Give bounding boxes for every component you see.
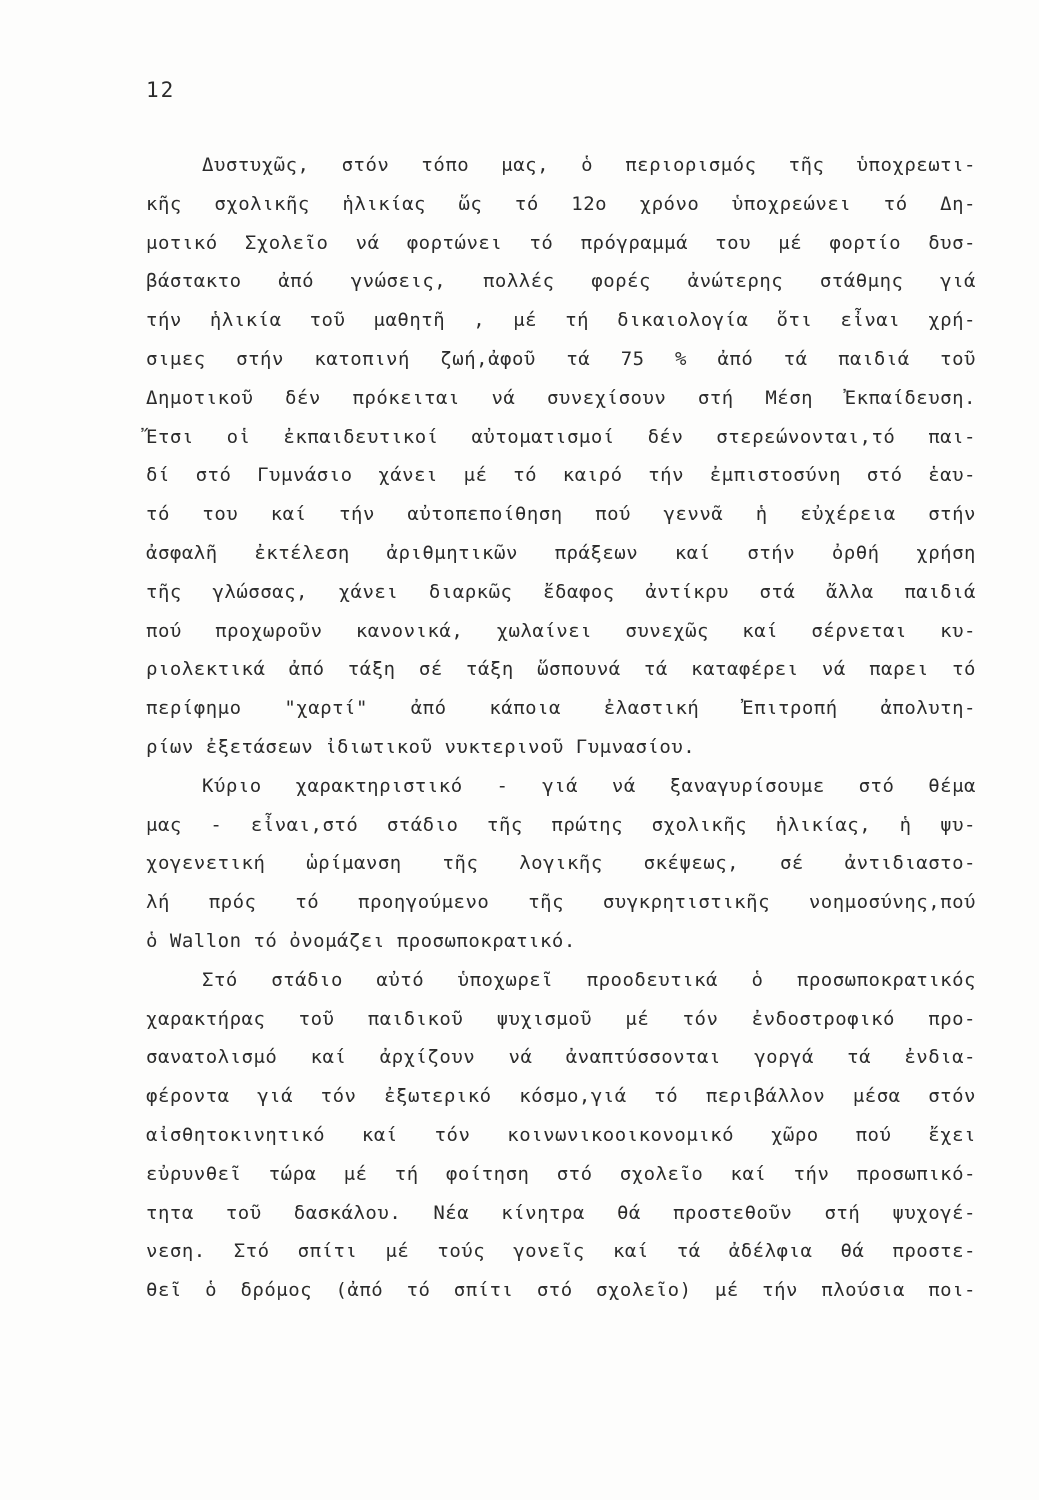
- text-line: τό του καί τήν αὐτοπεποίθηση πού γεννᾶ ἡ εὐχέρεια στήν: [146, 503, 976, 526]
- text-line: πού προχωροῦν κανονικά, χωλαίνει συνεχῶς καί σέρνεται κυ-: [146, 619, 976, 642]
- text-line: ριολεκτικά ἀπό τάξη σέ τάξη ὥσπουνά τά καταφέρει νά παρει τό: [146, 658, 976, 681]
- paragraph-2: [146, 767, 976, 961]
- text-line: φέροντα γιά τόν ἐξωτερικό κόσμο,γιά τό περιβάλλον μέσα στόν: [146, 1085, 976, 1108]
- text-line: χογενετική ὡρίμανση τῆς λογικῆς σκέψεως, σέ ἀντιδιαστο-: [146, 852, 976, 875]
- text-line: τητα τοῦ δασκάλου. Νέα κίνητρα θά προστεθοῦν στή ψυχογέ-: [146, 1201, 976, 1224]
- text-line: ἀσφαλῆ ἐκτέλεση ἀριθμητικῶν πράξεων καί στήν ὀρθή χρήση: [146, 541, 976, 564]
- text-line: ρίων ἐξετάσεων ἰδιωτικοῦ νυκτερινοῦ Γυμνασίου.: [146, 735, 696, 758]
- text-line: τήν ἡλικία τοῦ μαθητῆ , μέ τή δικαιολογία ὅτι εἶναι χρή-: [146, 309, 976, 332]
- text-line: νεση. Στό σπίτι μέ τούς γονεῖς καί τά ἀδέλφια θά προστε-: [146, 1240, 976, 1263]
- body-text: [146, 146, 976, 1310]
- text-line: δί στό Γυμνάσιο χάνει μέ τό καιρό τήν ἐμπιστοσύνη στό ἑαυ-: [146, 464, 976, 487]
- text-line: κῆς σχολικῆς ἡλικίας ὥς τό 12ο χρόνο ὑποχρεώνει τό Δη-: [146, 192, 976, 215]
- text-line: θεῖ ὁ δρόμος (ἀπό τό σπίτι στό σχολεῖο) μέ τήν πλούσια ποι-: [146, 1279, 976, 1302]
- text-line: σιμες στήν κατοπινή ζωή,ἀφοῦ τά 75 % ἀπό τά παιδιά τοῦ: [146, 347, 976, 370]
- text-line: χαρακτήρας τοῦ παιδικοῦ ψυχισμοῦ μέ τόν ἐνδοστροφικό προ-: [146, 1007, 976, 1030]
- paragraph-1: [146, 146, 976, 767]
- text-line: τῆς γλώσσας, χάνει διαρκῶς ἔδαφος ἀντίκρυ στά ἄλλα παιδιά: [146, 580, 976, 603]
- text-line: Δημοτικοῦ δέν πρόκειται νά συνεχίσουν στή Μέση Ἐκπαίδευση.: [146, 386, 976, 409]
- paragraph-3: [146, 961, 976, 1310]
- text-line: Δυστυχῶς, στόν τόπο μας, ὁ περιορισμός τῆς ὑποχρεωτι-: [202, 154, 976, 176]
- text-line: βάστακτο ἀπό γνώσεις, πολλές φορές ἀνώτερης στάθμης γιά: [146, 270, 976, 293]
- text-line: Ἔτσι οἱ ἐκπαιδευτικοί αὐτοματισμοί δέν στερεώνονται,τό παι-: [146, 425, 976, 448]
- text-line: μοτικό Σχολεῖο νά φορτώνει τό πρόγραμμά του μέ φορτίο δυσ-: [146, 231, 976, 254]
- text-line: αἰσθητοκινητικό καί τόν κοινωνικοοικονομικό χῶρο πού ἔχει: [146, 1123, 976, 1146]
- text-line: σανατολισμό καί ἀρχίζουν νά ἀναπτύσσονται γοργά τά ἐνδια-: [146, 1046, 976, 1069]
- text-line: λή πρός τό προηγούμενο τῆς συγκρητιστικῆς νοημοσύνης,πού: [146, 891, 976, 914]
- text-line: περίφημο "χαρτί" ἀπό κάποια ἐλαστική Ἐπιτροπή ἀπολυτη-: [146, 697, 976, 720]
- page-number: 12: [146, 78, 176, 102]
- text-line: εὐρυνθεῖ τώρα μέ τή φοίτηση στό σχολεῖο καί τήν προσωπικό-: [146, 1162, 976, 1185]
- text-line: Στό στάδιο αὐτό ὑποχωρεῖ προοδευτικά ὁ προσωποκρατικός: [202, 968, 976, 991]
- text-line: μας - εἶναι,στό στάδιο τῆς πρώτης σχολικῆς ἡλικίας, ἡ ψυ-: [146, 813, 976, 836]
- text-line: ὁ Wallon τό ὀνομάζει προσωποκρατικό.: [146, 929, 576, 952]
- text-line: Κύριο χαρακτηριστικό - γιά νά ξαναγυρίσουμε στό θέμα: [202, 774, 976, 797]
